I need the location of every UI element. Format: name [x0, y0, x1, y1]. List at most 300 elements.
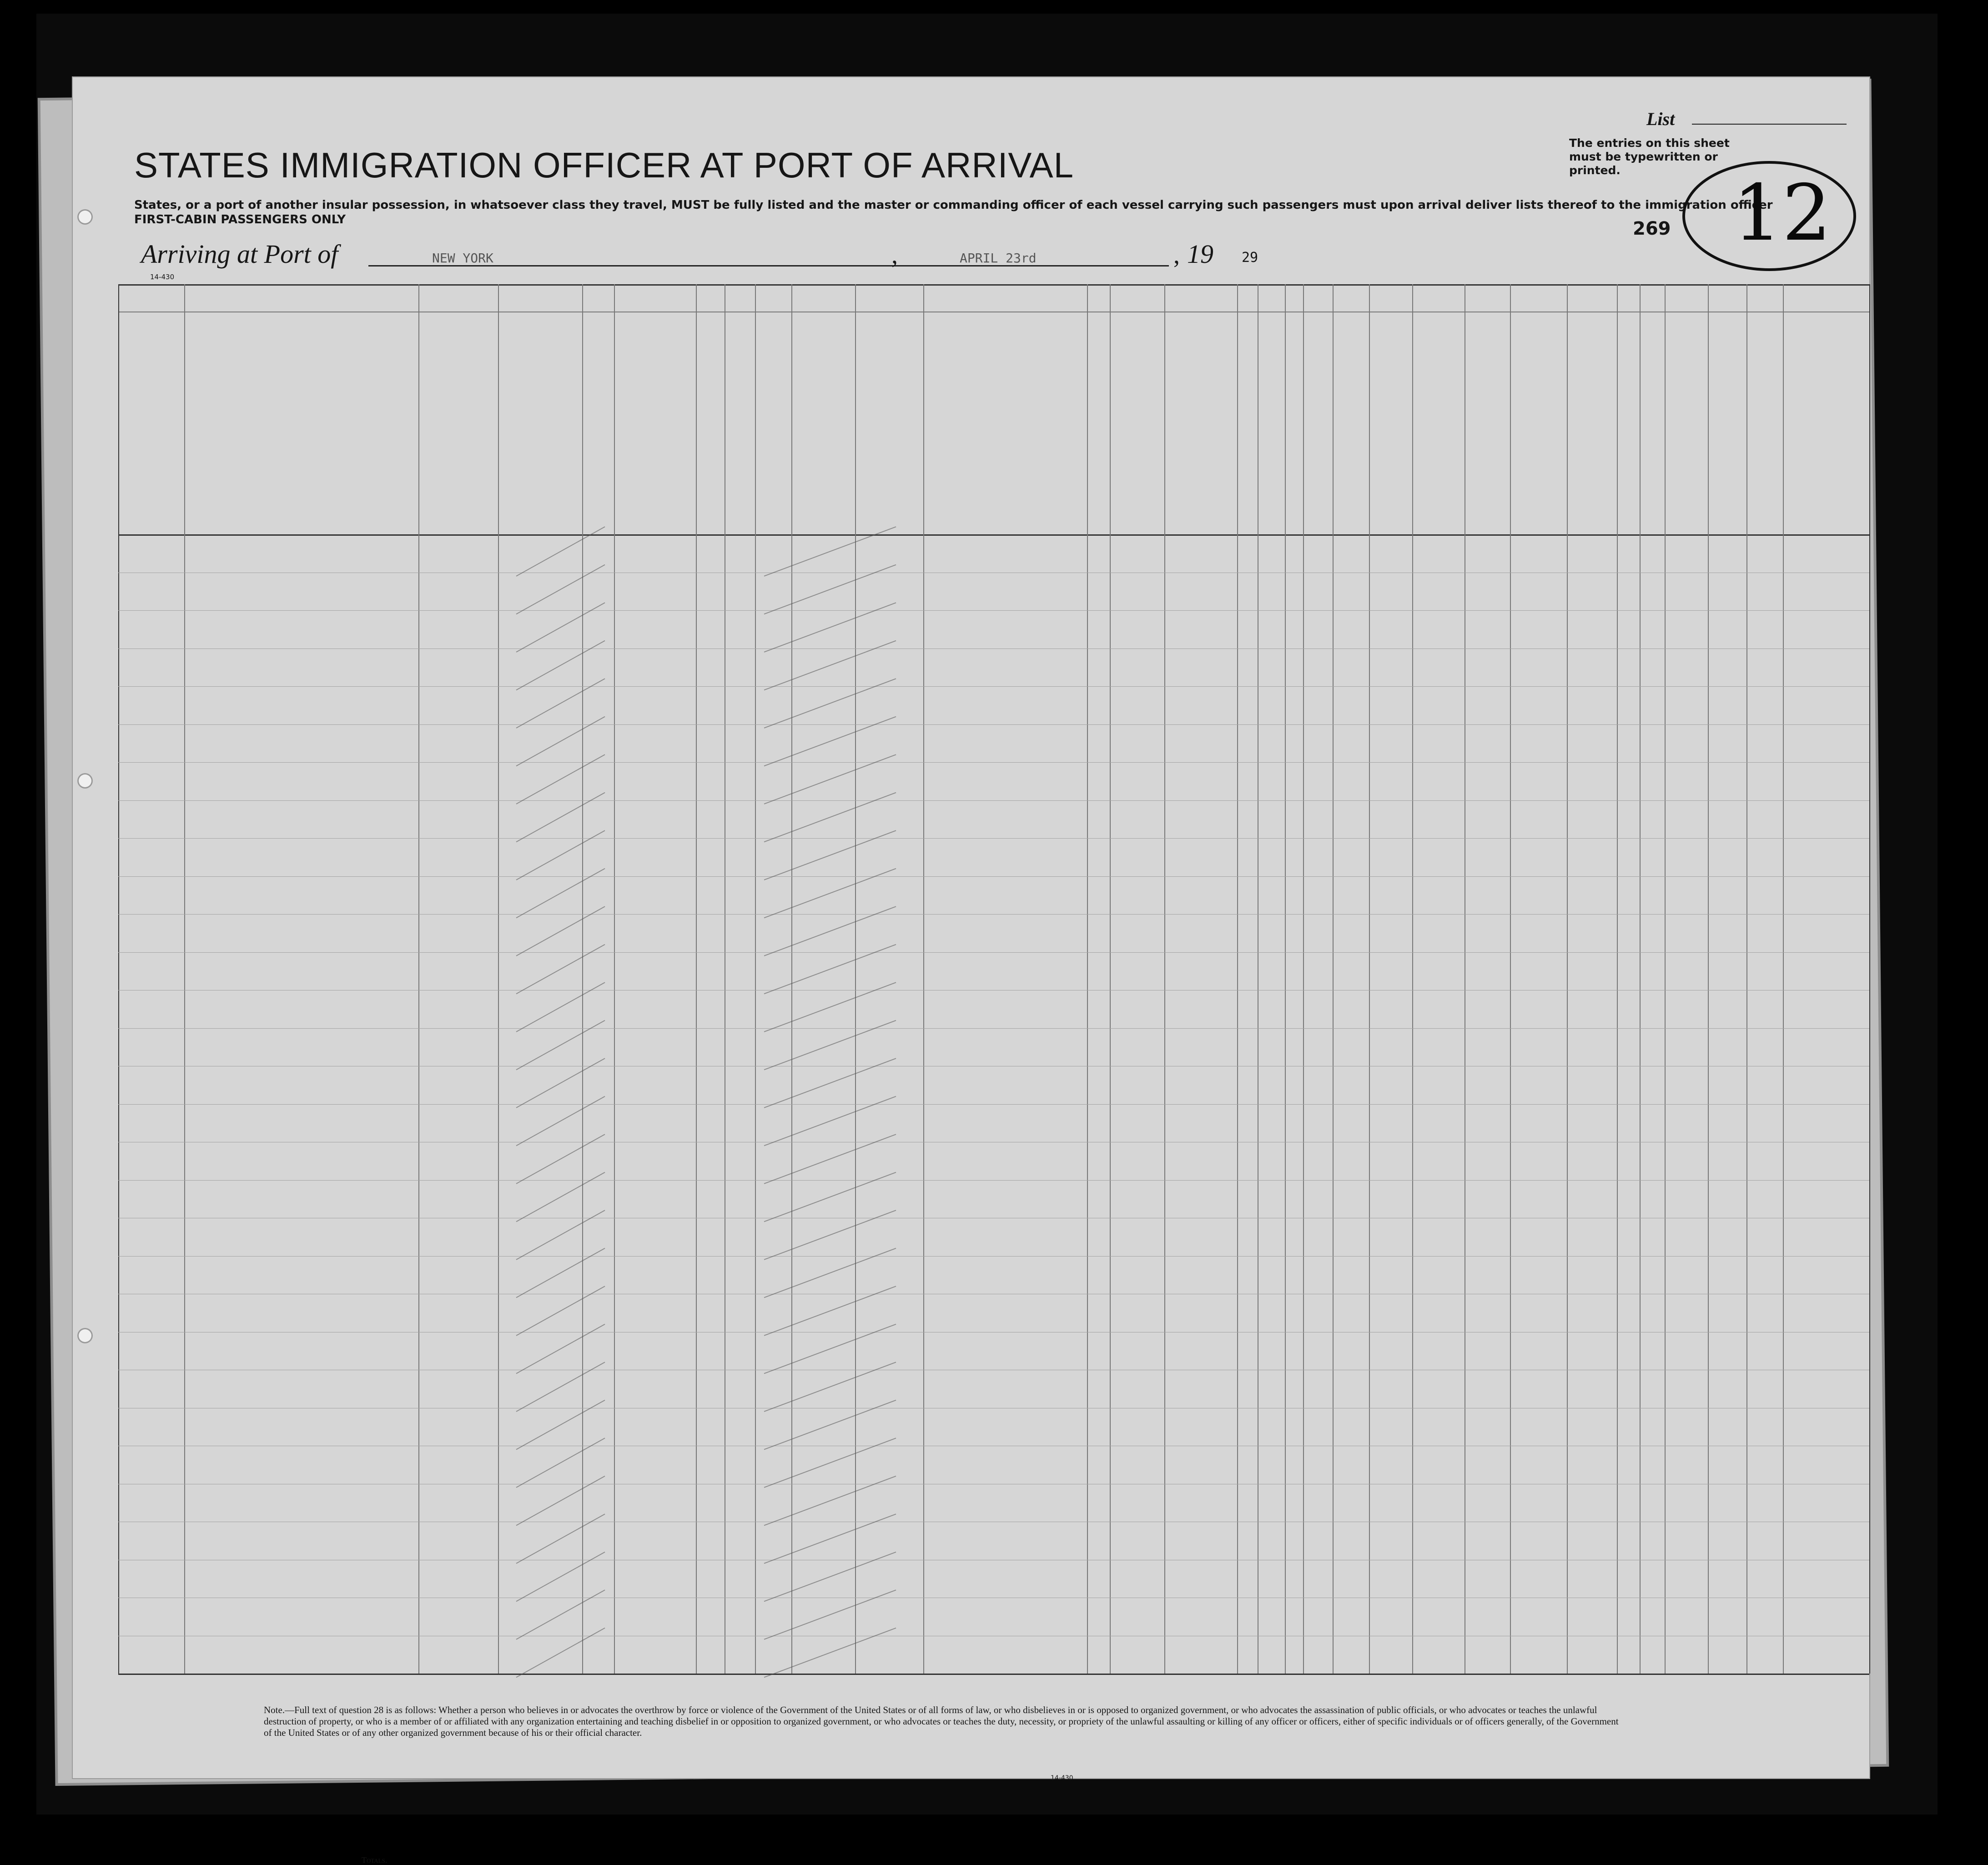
header-eyes — [1619, 482, 1638, 496]
cell-c24c — [1112, 650, 1163, 686]
cell-deformed — [1415, 1334, 1463, 1369]
cell-complexion — [1570, 650, 1615, 686]
cell-c28 — [1288, 612, 1301, 648]
cell-c24a — [926, 650, 1085, 686]
cell-c27 — [1260, 726, 1283, 762]
header-ever-before-in-us — [726, 391, 853, 450]
cell-c30 — [1335, 992, 1367, 1027]
cell-before — [727, 1334, 753, 1369]
cell-ticket — [585, 1258, 612, 1293]
cell-city — [501, 764, 580, 799]
cell-where — [794, 726, 853, 762]
cell-joining — [858, 1296, 921, 1331]
cell-passage — [617, 992, 694, 1027]
cell-year — [758, 1486, 790, 1521]
cell-c29 — [1306, 1372, 1331, 1407]
cell-city — [501, 650, 580, 686]
cell-where — [794, 536, 853, 572]
cell-where — [794, 1448, 853, 1483]
cell-c26 — [1240, 840, 1256, 875]
cell-city — [501, 954, 580, 990]
cell-year — [758, 878, 790, 914]
cell-hair — [1620, 1144, 1638, 1179]
cell-c30 — [1335, 1372, 1367, 1407]
cell-complexion — [1570, 1068, 1615, 1103]
cell-joining — [858, 916, 921, 951]
cell-feet — [1467, 1144, 1508, 1179]
cell-joining — [858, 1220, 921, 1255]
cell-relative — [187, 954, 417, 990]
cell-feet — [1467, 1372, 1508, 1407]
cell-deformed — [1415, 1144, 1463, 1179]
header-previously-deported — [1336, 396, 1367, 528]
cell-c26 — [1240, 1638, 1256, 1673]
cell-complexion — [1570, 726, 1615, 762]
cell-deformed — [1415, 802, 1463, 838]
cell-complexion — [1570, 916, 1615, 951]
cell-c29 — [1306, 650, 1331, 686]
cell-c28 — [1288, 878, 1301, 914]
cell-state — [421, 1372, 496, 1407]
row-divider — [118, 1256, 1869, 1257]
sheet-number: 269 — [1633, 218, 1671, 239]
cell-health — [1372, 916, 1410, 951]
cell-c24a — [926, 574, 1085, 610]
cell-city — [501, 802, 580, 838]
cell-c25 — [1167, 916, 1235, 951]
cell-c25 — [1167, 1448, 1235, 1483]
cell-c27 — [1260, 878, 1283, 914]
header-state — [420, 478, 496, 491]
cell-inches — [1513, 1220, 1565, 1255]
column-divider — [118, 284, 119, 1674]
cell-c24b — [1090, 612, 1108, 648]
cell-relative — [187, 1144, 417, 1179]
cell-c30 — [1335, 1296, 1367, 1331]
cell-feet — [1467, 1106, 1508, 1141]
cell-inches — [1513, 612, 1565, 648]
cell-city — [501, 1410, 580, 1445]
cell-c26 — [1240, 574, 1256, 610]
row-divider — [118, 610, 1869, 611]
cell-state — [421, 764, 496, 799]
cell-deformed — [1415, 1486, 1463, 1521]
cabin-class-text: FIRST-CABIN PASSENGERS ONLY — [134, 213, 346, 226]
cell-joining — [858, 1068, 921, 1103]
cell-c24c — [1112, 878, 1163, 914]
cell-c26 — [1240, 1523, 1256, 1559]
cell-deformed — [1415, 878, 1463, 914]
column-divider — [923, 284, 924, 1674]
cell-passage — [617, 726, 694, 762]
cell-inches — [1513, 840, 1565, 875]
cell-fifty — [699, 1334, 723, 1369]
cell-year — [758, 1182, 790, 1217]
cell-complexion — [1570, 1296, 1615, 1331]
cell-c27 — [1260, 1144, 1283, 1179]
row-divider — [118, 914, 1869, 915]
cell-c24a — [926, 1448, 1085, 1483]
cell-city — [501, 1106, 580, 1141]
row-divider — [118, 686, 1869, 687]
header-passage-paid — [616, 391, 694, 441]
cell-c26 — [1240, 916, 1256, 951]
cell-c25 — [1167, 1486, 1235, 1521]
cell-c24a — [926, 1296, 1085, 1331]
cell-c26 — [1240, 1106, 1256, 1141]
cell-joining — [858, 1258, 921, 1293]
cell-ticket — [585, 1410, 612, 1445]
cell-hair — [1620, 1334, 1638, 1369]
header-color-of — [1569, 414, 1638, 427]
column-divider — [1303, 284, 1304, 1674]
cell-ticket — [585, 688, 612, 724]
cell-c27 — [1260, 1523, 1283, 1559]
cell-c29 — [1306, 1144, 1331, 1179]
cell-hair — [1620, 840, 1638, 875]
cell-relative — [187, 1182, 417, 1217]
cell-before — [727, 1182, 753, 1217]
cell-health — [1372, 1334, 1410, 1369]
cell-where — [794, 916, 853, 951]
cell-where — [794, 840, 853, 875]
cell-relative — [187, 764, 417, 799]
cell-ticket — [585, 1068, 612, 1103]
cell-inches — [1513, 1523, 1565, 1559]
cell-passage — [617, 878, 694, 914]
cell-c24c — [1112, 840, 1163, 875]
cell-deformed — [1415, 1599, 1463, 1635]
cell-c27 — [1260, 1372, 1283, 1407]
cell-c24c — [1112, 1030, 1163, 1066]
header-inches — [1468, 396, 1508, 528]
cell-relative — [187, 1599, 417, 1635]
cell-hair — [1620, 1410, 1638, 1445]
cell-deformed — [1415, 1068, 1463, 1103]
cell-hair — [1620, 764, 1638, 799]
cell-relative — [187, 536, 417, 572]
cell-year — [758, 1220, 790, 1255]
cell-before — [727, 1372, 753, 1407]
cell-before — [727, 916, 753, 951]
cell-c24a — [926, 1144, 1085, 1179]
cell-eyes — [1642, 1372, 1663, 1407]
cell-before — [727, 1030, 753, 1066]
cell-c26 — [1240, 1220, 1256, 1255]
cell-fifty — [699, 1030, 723, 1066]
cell-year — [758, 1523, 790, 1559]
cell-deformed — [1415, 1448, 1463, 1483]
cell-c28 — [1288, 840, 1301, 875]
cell-relative — [187, 574, 417, 610]
cell-c26 — [1240, 1410, 1256, 1445]
cell-joining — [858, 1410, 921, 1445]
form-number: 14-430 — [150, 273, 175, 281]
cell-health — [1372, 1030, 1410, 1066]
cell-c26 — [1240, 1258, 1256, 1293]
cell-before — [727, 840, 753, 875]
cell-feet — [1467, 1448, 1508, 1483]
cell-complexion — [1570, 992, 1615, 1027]
cell-hair — [1620, 688, 1638, 724]
cell-inches — [1513, 916, 1565, 951]
cell-c24b — [1090, 954, 1108, 990]
cell-c25 — [1167, 1599, 1235, 1635]
cell-c25 — [1167, 688, 1235, 724]
cell-passage — [617, 1448, 694, 1483]
cell-fifty — [699, 1144, 723, 1179]
cell-city — [501, 1068, 580, 1103]
cell-where — [794, 1372, 853, 1407]
cell-year — [758, 916, 790, 951]
cell-health — [1372, 1258, 1410, 1293]
cell-complexion — [1570, 612, 1615, 648]
cell-where — [794, 954, 853, 990]
cell-c24b — [1090, 1486, 1108, 1521]
cell-fifty — [699, 1562, 723, 1597]
cell-c29 — [1306, 1523, 1331, 1559]
cell-year — [758, 612, 790, 648]
cell-city — [501, 1486, 580, 1521]
cell-city — [501, 1448, 580, 1483]
cell-year — [758, 1410, 790, 1445]
cell-fifty — [699, 916, 723, 951]
cell-complexion — [1570, 1410, 1615, 1445]
cell-c24c — [1112, 1523, 1163, 1559]
cell-complexion — [1570, 878, 1615, 914]
cell-c24b — [1090, 1334, 1108, 1369]
cell-before — [727, 764, 753, 799]
cell-feet — [1467, 650, 1508, 686]
cell-state — [421, 1220, 496, 1255]
cell-c24c — [1112, 1562, 1163, 1597]
cell-c26 — [1240, 688, 1256, 724]
cell-state — [421, 840, 496, 875]
cell-fifty — [699, 992, 723, 1027]
cell-c30 — [1335, 1562, 1367, 1597]
cell-c24b — [1090, 1448, 1108, 1483]
cell-deformed — [1415, 1220, 1463, 1255]
cell-c30 — [1335, 726, 1367, 762]
header-marks-of-identification — [1641, 459, 1867, 478]
cell-eyes — [1642, 992, 1663, 1027]
cell-fifty — [699, 1410, 723, 1445]
cell-relative — [187, 1220, 417, 1255]
cell-c25 — [1167, 802, 1235, 838]
cell-deformed — [1415, 764, 1463, 799]
cell-c25 — [1167, 1068, 1235, 1103]
cell-c30 — [1335, 574, 1367, 610]
cell-joining — [858, 878, 921, 914]
cell-c28 — [1288, 1258, 1301, 1293]
cell-inches — [1513, 954, 1565, 990]
cell-c28 — [1288, 1220, 1301, 1255]
cell-city — [501, 1258, 580, 1293]
cell-year — [758, 574, 790, 610]
cell-c26 — [1240, 1296, 1256, 1331]
cell-year — [758, 726, 790, 762]
cell-city — [501, 726, 580, 762]
cell-c25 — [1167, 726, 1235, 762]
cell-ticket — [585, 1106, 612, 1141]
cell-c28 — [1288, 1182, 1301, 1217]
cell-inches — [1513, 764, 1565, 799]
cell-passage — [617, 1486, 694, 1521]
cell-inches — [1513, 1410, 1565, 1445]
cell-hair — [1620, 1220, 1638, 1255]
cell-city — [501, 1030, 580, 1066]
cell-ticket — [585, 764, 612, 799]
cell-feet — [1467, 574, 1508, 610]
cell-c28 — [1288, 726, 1301, 762]
cell-c24c — [1112, 954, 1163, 990]
cell-health — [1372, 574, 1410, 610]
cell-c24b — [1090, 1410, 1108, 1445]
cell-where — [794, 574, 853, 610]
cell-c24a — [926, 916, 1085, 951]
cell-c28 — [1288, 992, 1301, 1027]
cell-ticket — [585, 954, 612, 990]
cell-eyes — [1642, 1638, 1663, 1673]
column-divider — [1746, 284, 1747, 1674]
cell-city — [501, 878, 580, 914]
cell-joining — [858, 1486, 921, 1521]
cell-year — [758, 1258, 790, 1293]
cell-passage — [617, 1144, 694, 1179]
cell-eyes — [1642, 536, 1663, 572]
cell-relative — [187, 726, 417, 762]
cell-relative — [187, 1448, 417, 1483]
cell-eyes — [1642, 954, 1663, 990]
cell-eyes — [1642, 1296, 1663, 1331]
cell-fifty — [699, 1638, 723, 1673]
cell-complexion — [1570, 1638, 1615, 1673]
cell-c26 — [1240, 1068, 1256, 1103]
cell-c24a — [926, 878, 1085, 914]
cell-relative — [187, 1106, 417, 1141]
cell-city — [501, 574, 580, 610]
cell-hair — [1620, 1068, 1638, 1103]
cell-c28 — [1288, 1334, 1301, 1369]
cell-deformed — [1415, 954, 1463, 990]
header-hair — [1569, 482, 1615, 496]
cell-c30 — [1335, 650, 1367, 686]
cell-health — [1372, 1599, 1410, 1635]
cell-deformed — [1415, 1106, 1463, 1141]
cell-relative — [187, 1410, 417, 1445]
cell-c30 — [1335, 1182, 1367, 1217]
year-prefix: 19 — [1187, 239, 1213, 269]
cell-c24b — [1090, 1106, 1108, 1141]
cell-inches — [1513, 726, 1565, 762]
cell-c25 — [1167, 1334, 1235, 1369]
cell-c25 — [1167, 992, 1235, 1027]
cell-c24a — [926, 802, 1085, 838]
cell-inches — [1513, 992, 1565, 1027]
cell-city — [501, 1296, 580, 1331]
cell-c26 — [1240, 1562, 1256, 1597]
cell-c27 — [1260, 1599, 1283, 1635]
cell-relative — [187, 1486, 417, 1521]
cell-ticket — [585, 574, 612, 610]
cell-c26 — [1240, 1144, 1256, 1179]
cell-city — [501, 916, 580, 951]
cell-complexion — [1570, 1599, 1615, 1635]
cell-hair — [1620, 1182, 1638, 1217]
cell-inches — [1513, 1448, 1565, 1483]
cell-c24a — [926, 612, 1085, 648]
cell-feet — [1467, 726, 1508, 762]
cell-c24c — [1112, 764, 1163, 799]
cell-where — [794, 1599, 853, 1635]
cell-c24c — [1112, 1258, 1163, 1293]
header-yes-or-no — [726, 478, 753, 500]
cell-hair — [1620, 992, 1638, 1027]
cell-deformed — [1415, 1258, 1463, 1293]
port-name: NEW YORK — [432, 251, 493, 266]
cell-hair — [1620, 1599, 1638, 1635]
cell-c26 — [1240, 802, 1256, 838]
comma: , — [891, 241, 898, 269]
cell-inches — [1513, 1599, 1565, 1635]
cell-passage — [617, 650, 694, 686]
cell-fifty — [699, 612, 723, 648]
cell-ticket — [585, 1448, 612, 1483]
cell-c24a — [926, 1599, 1085, 1635]
cell-c27 — [1260, 764, 1283, 799]
comma: , — [1173, 241, 1180, 269]
cell-deformed — [1415, 688, 1463, 724]
cell-c24c — [1112, 1334, 1163, 1369]
cell-c25 — [1167, 612, 1235, 648]
cell-where — [794, 1068, 853, 1103]
cell-before — [727, 954, 753, 990]
cell-eyes — [1642, 688, 1663, 724]
cell-health — [1372, 764, 1410, 799]
cell-complexion — [1570, 1106, 1615, 1141]
cell-eyes — [1642, 1562, 1663, 1597]
footnote-question-28: Note.—Full text of question 28 is as follows: Whether a person who believes in or advocates the overthrow by force or violence of the Government of the United States or of all forms of law, or who disbelieves in or is opposed to organized government, or who advocates the assassination of public officials, or who advocates or teaches the unlawful destruction of property, or who is a member of or affiliated with any organization entertaining and teaching disbelief in or opposition to organized government, or who advocates or teaches the duty, necessity, or propriety of the unlawful assaulting or killing of any officer or officers, either of specific individuals or of officers generally, of the Government of the United States or of any other organized government because of his or their official character. — [264, 1704, 1619, 1738]
cell-fifty — [699, 1523, 723, 1559]
row-divider — [118, 762, 1869, 763]
cell-c30 — [1335, 1486, 1367, 1521]
cell-inches — [1513, 1030, 1565, 1066]
cell-relative — [187, 612, 417, 648]
cell-eyes — [1642, 1030, 1663, 1066]
cell-before — [727, 1410, 753, 1445]
cell-eyes — [1642, 1144, 1663, 1179]
cell-c29 — [1306, 1334, 1331, 1369]
cell-health — [1372, 612, 1410, 648]
cell-feet — [1467, 1638, 1508, 1673]
cell-state — [421, 992, 496, 1027]
cell-relative — [187, 840, 417, 875]
header-length-of-stay — [1091, 396, 1108, 528]
cell-c28 — [1288, 1486, 1301, 1521]
cell-c27 — [1260, 916, 1283, 951]
cell-year — [758, 650, 790, 686]
cell-joining — [858, 536, 921, 572]
cell-hair — [1620, 1106, 1638, 1141]
cell-hair — [1620, 612, 1638, 648]
cell-c24b — [1090, 992, 1108, 1027]
cell-c24c — [1112, 574, 1163, 610]
cell-health — [1372, 726, 1410, 762]
cell-c30 — [1335, 1334, 1367, 1369]
cell-c26 — [1240, 1334, 1256, 1369]
cell-before — [727, 1144, 753, 1179]
cell-eyes — [1642, 1599, 1663, 1635]
